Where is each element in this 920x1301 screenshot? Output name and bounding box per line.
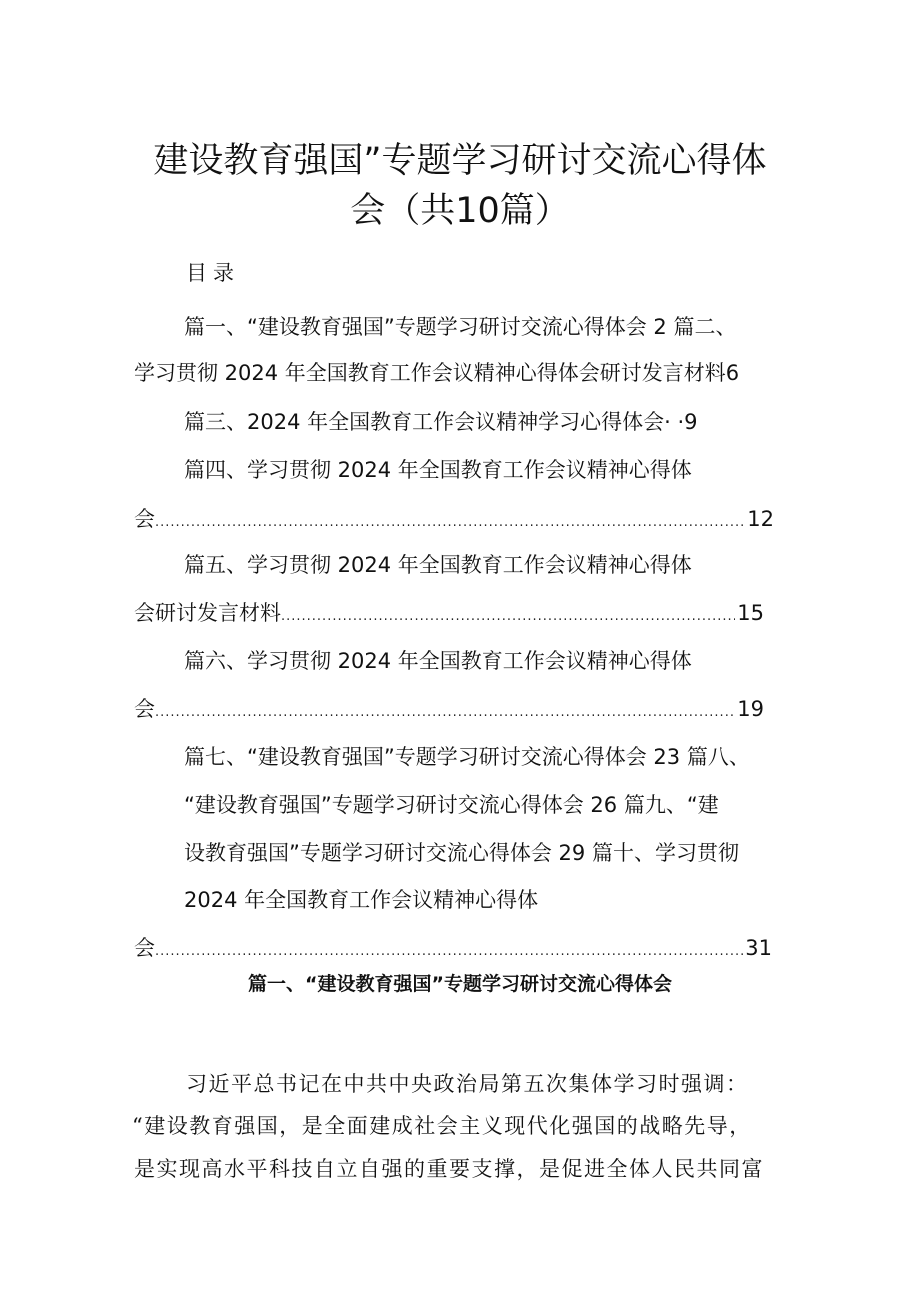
toc-line: 篇四、学习贯彻 2024 年全国教育工作会议精神心得体 — [184, 458, 692, 482]
toc-leader-row — [134, 504, 774, 534]
toc-leader-row — [134, 933, 772, 963]
toc-line: 篇五、学习贯彻 2024 年全国教育工作会议精神心得体 — [184, 553, 692, 577]
paragraph-line: 是实现高水平科技自立自强的重要支撑，是促进全体人民共同富 — [134, 1157, 764, 1181]
toc-line: 学习贯彻 2024 年全国教育工作会议精神心得体会研讨发言材料6 — [134, 361, 740, 385]
document-title-line-1: 建设教育强国”专题学习研讨交流心得体 — [153, 141, 767, 181]
toc-leader-text: 会 — [134, 507, 155, 531]
toc-leader-dots — [155, 508, 745, 538]
toc-leader-dots — [155, 937, 743, 967]
toc-line: 篇一、“建设教育强国”专题学习研讨交流心得体会 2 篇二、 — [184, 315, 737, 339]
toc-line: “建设教育强国”专题学习研讨交流心得体会 26 篇九、“建 — [184, 793, 719, 817]
toc-page-number: 15 — [737, 601, 764, 625]
toc-page-number: 19 — [737, 697, 764, 721]
toc-leader-text: 会 — [134, 697, 155, 721]
toc-leader-row — [134, 598, 764, 628]
toc-line: 篇七、“建设教育强国”专题学习研讨交流心得体会 23 篇八、 — [184, 745, 750, 769]
toc-line: 篇三、2024 年全国教育工作会议精神学习心得体会· ·9 — [184, 410, 698, 434]
toc-leader-text: 会 — [134, 936, 155, 960]
toc-leader-dots — [155, 698, 735, 728]
toc-line: 2024 年全国教育工作会议精神心得体 — [184, 888, 539, 912]
document-title-line-2: 会（共10篇） — [350, 191, 570, 231]
toc-leader-text: 会研讨发言材料 — [134, 601, 281, 625]
paragraph-line: 习近平总书记在中共中央政治局第五次集体学习时强调： — [186, 1072, 749, 1096]
toc-page-number: 12 — [747, 507, 774, 531]
toc-leader-row — [134, 694, 764, 724]
toc-line: 设教育强国”专题学习研讨交流心得体会 29 篇十、学习贯彻 — [184, 841, 739, 865]
section-heading: 篇一、“建设教育强国”专题学习研讨交流心得体会 — [248, 973, 672, 995]
toc-page-number: 31 — [745, 936, 772, 960]
toc-line: 篇六、学习贯彻 2024 年全国教育工作会议精神心得体 — [184, 649, 692, 673]
paragraph-line: “建设教育强国，是全面建成社会主义现代化强国的战略先导， — [132, 1114, 752, 1138]
toc-label: 目录 — [186, 261, 240, 285]
toc-leader-dots — [281, 602, 735, 632]
